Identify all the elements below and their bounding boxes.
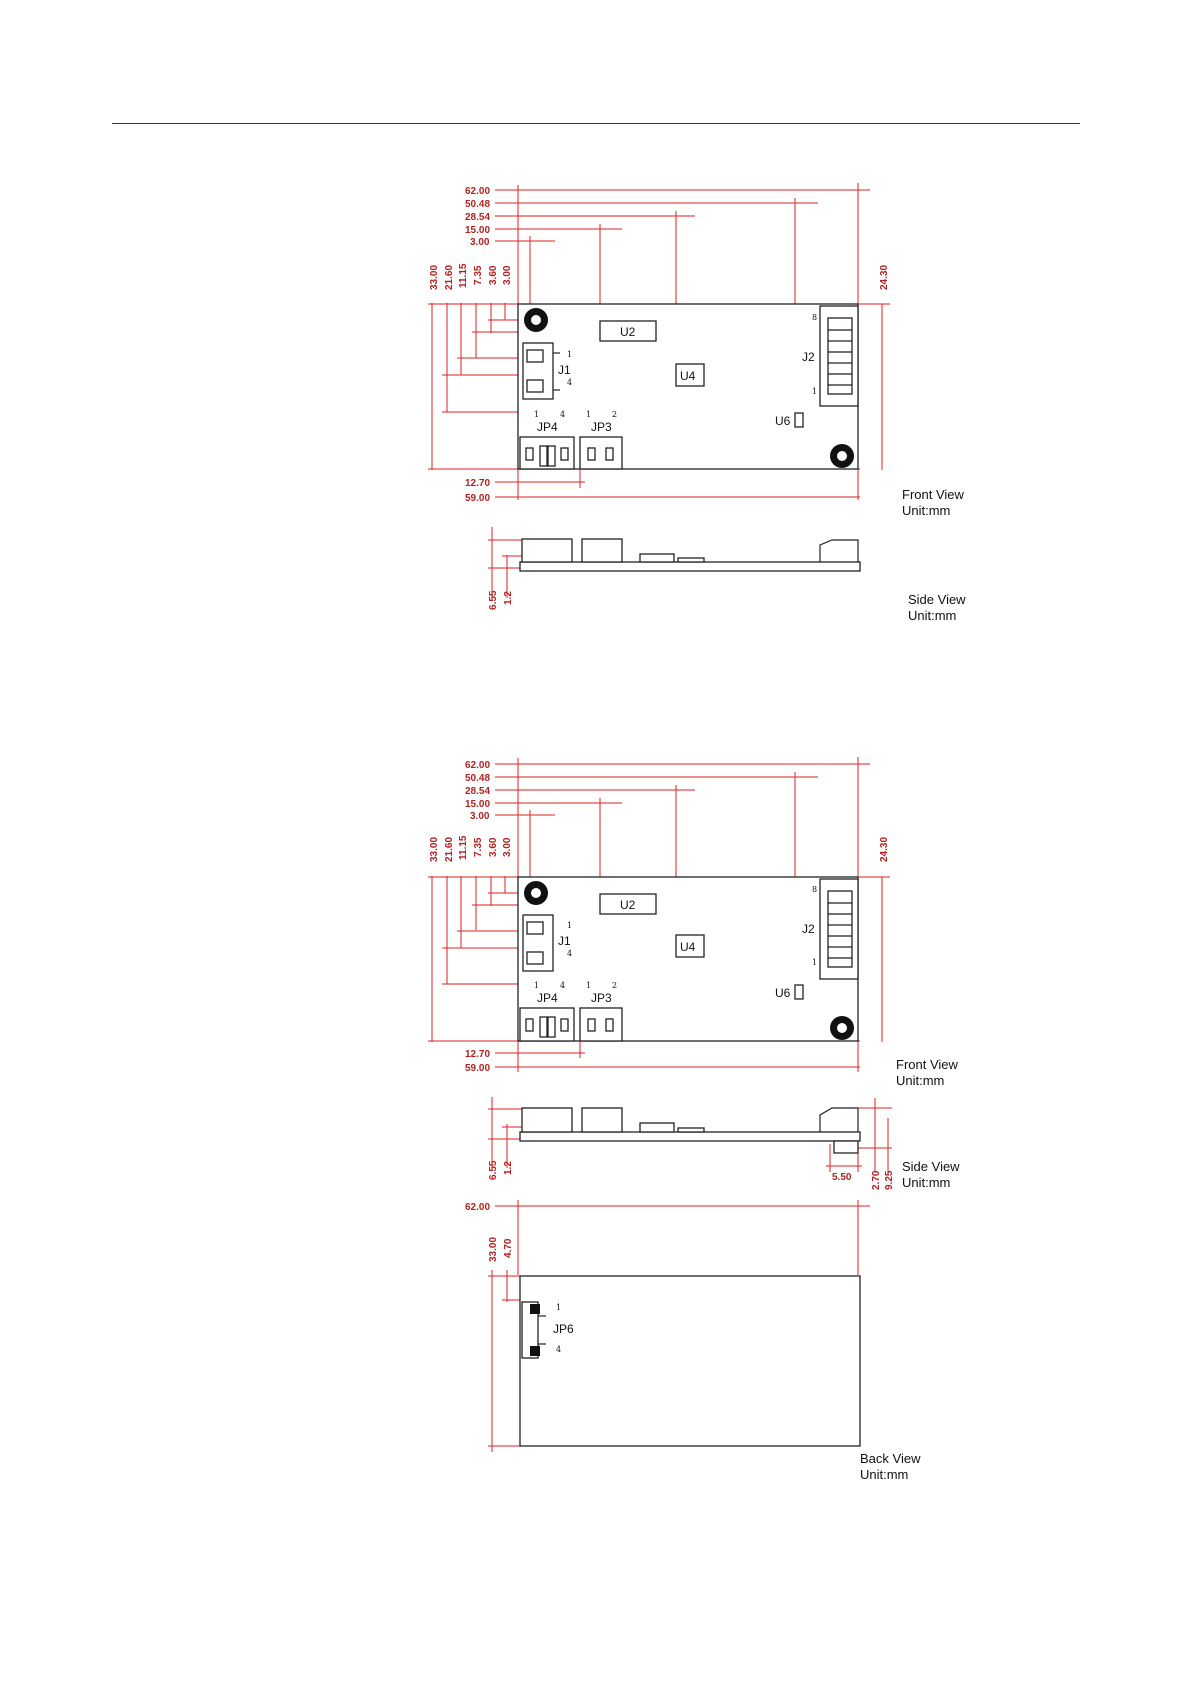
jp4-pin-4: 4 [560,410,566,419]
d2-dim-v-3-00: 3.00 [502,837,513,857]
j2-connector [820,306,858,406]
u2-label: U2 [620,325,636,339]
side-view-unit: Unit:mm [908,608,957,623]
d2-u6-label: U6 [775,986,791,1000]
d2-side-jp4 [522,1108,572,1132]
d2-j1-pin-1: 1 [567,921,573,930]
dim-12-70: 12.70 [465,478,491,489]
d2-u6-chip [795,985,803,999]
d2-u4-label: U4 [680,940,696,954]
jp3-label: JP3 [591,420,612,434]
dim-v-7-35: 7.35 [473,265,484,285]
drawing-1-front-view [428,183,965,518]
d2-j1-connector [523,915,553,971]
back-dim-33-00: 33.00 [488,1236,499,1262]
dim-3-00: 3.00 [470,237,490,248]
d2-side-dim-6-55: 6.55 [488,1160,499,1180]
u4-label: U4 [680,369,696,383]
drawing-2-side-view [488,1097,960,1190]
jp6-pin-4: 4 [556,1345,562,1354]
d2-dim-right-24-30: 24.30 [879,836,890,862]
d2-dim-3-00: 3.00 [470,811,490,822]
d2-dim-v-21-60: 21.60 [444,836,455,862]
back-dim-4-70: 4.70 [503,1238,514,1258]
jp4-pin-1: 1 [534,410,540,419]
d2-dim-28-54: 28.54 [465,786,491,797]
d2-j2-label: J2 [802,922,815,936]
d2-dim-59-00: 59.00 [465,1063,491,1074]
side-j2 [820,540,858,562]
d2-dim-v-11-15: 11.15 [458,835,469,860]
d2-side-dim-9-25: 9.25 [884,1170,895,1190]
side-dim-6-55: 6.55 [488,590,499,610]
drawing-1-side-view [488,527,966,623]
side-board [520,562,860,571]
drawing-2-back-view [465,1200,921,1482]
j2-pin-8: 8 [812,313,818,322]
j2-label: J2 [802,350,815,364]
side-jp4 [522,539,572,562]
jp3-connector [580,437,622,469]
jp4-label: JP4 [537,420,558,434]
d2-front-view-caption: Front View [896,1057,958,1072]
u6-label: U6 [775,414,791,428]
d2-side-jp3 [582,1108,622,1132]
d2-jp3-label: JP3 [591,991,612,1005]
back-view-caption: Back View [860,1451,921,1466]
d2-j1-pin-4: 4 [567,949,573,958]
dim-v-11-15: 11.15 [458,263,469,288]
jp3-pin-1: 1 [586,410,592,419]
dim-59-00: 59.00 [465,493,491,504]
side-dim-1-2: 1.2 [503,591,514,605]
side-view-caption: Side View [908,592,966,607]
d2-side-chip-2 [678,1128,704,1132]
j1-label: J1 [558,363,571,377]
d2-jp4-label: JP4 [537,991,558,1005]
back-dim-62-00: 62.00 [465,1202,491,1213]
side-chip-1 [640,554,674,562]
d2-j1-label: J1 [558,934,571,948]
dim-v-33-00: 33.00 [429,264,440,290]
d2-side-jp6 [834,1141,858,1153]
d2-dim-12-70: 12.70 [465,1049,491,1060]
drawing-2-front-view [428,757,959,1088]
d2-j2-pin-8: 8 [812,885,818,894]
d2-jp3-pin-1: 1 [586,981,592,990]
u6-chip [795,413,803,427]
d2-side-j2 [820,1108,858,1132]
dim-15-00: 15.00 [465,225,491,236]
d2-front-view-unit: Unit:mm [896,1073,945,1088]
back-view-unit: Unit:mm [860,1467,909,1482]
j2-pin-1: 1 [812,387,818,396]
dim-28-54: 28.54 [465,212,491,223]
jp6-pin-1: 1 [556,1303,562,1312]
jp3-pin-2: 2 [612,410,618,419]
d2-u2-label: U2 [620,898,636,912]
front-view-unit: Unit:mm [902,503,951,518]
d2-side-board [520,1132,860,1141]
d2-jp4-connector [520,1008,574,1041]
d2-jp3-connector [580,1008,622,1041]
d2-dim-v-3-60: 3.60 [488,837,499,857]
d2-dim-50-48: 50.48 [465,773,491,784]
jp4-connector [520,437,574,469]
front-view-caption: Front View [902,487,964,502]
d2-jp4-pin-4: 4 [560,981,566,990]
dim-v-3-00: 3.00 [502,265,513,285]
d2-dim-62-00: 62.00 [465,760,491,771]
dim-right-24-30: 24.30 [879,264,890,290]
d2-j2-pin-1: 1 [812,958,818,967]
j1-pin-4: 4 [567,378,573,387]
d2-side-view-unit: Unit:mm [902,1175,951,1190]
d2-dim-v-7-35: 7.35 [473,837,484,857]
d2-jp4-pin-1: 1 [534,981,540,990]
d2-side-chip-1 [640,1123,674,1132]
jp6-label: JP6 [553,1322,574,1336]
d2-side-view-caption: Side View [902,1159,960,1174]
d2-j2-connector [820,879,858,979]
dim-v-3-60: 3.60 [488,265,499,285]
d2-side-dim-2-70: 2.70 [871,1170,882,1190]
d2-dim-15-00: 15.00 [465,799,491,810]
back-board-outline [520,1276,860,1446]
side-jp3 [582,539,622,562]
d2-jp3-pin-2: 2 [612,981,618,990]
d2-dim-v-33-00: 33.00 [429,836,440,862]
dim-v-21-60: 21.60 [444,264,455,290]
side-chip-2 [678,558,704,562]
d2-side-dim-1-2: 1.2 [503,1161,514,1175]
j1-pin-1: 1 [567,350,573,359]
dim-50-48: 50.48 [465,199,491,210]
dim-62-00: 62.00 [465,186,491,197]
d2-side-dim-5-50: 5.50 [832,1172,852,1183]
